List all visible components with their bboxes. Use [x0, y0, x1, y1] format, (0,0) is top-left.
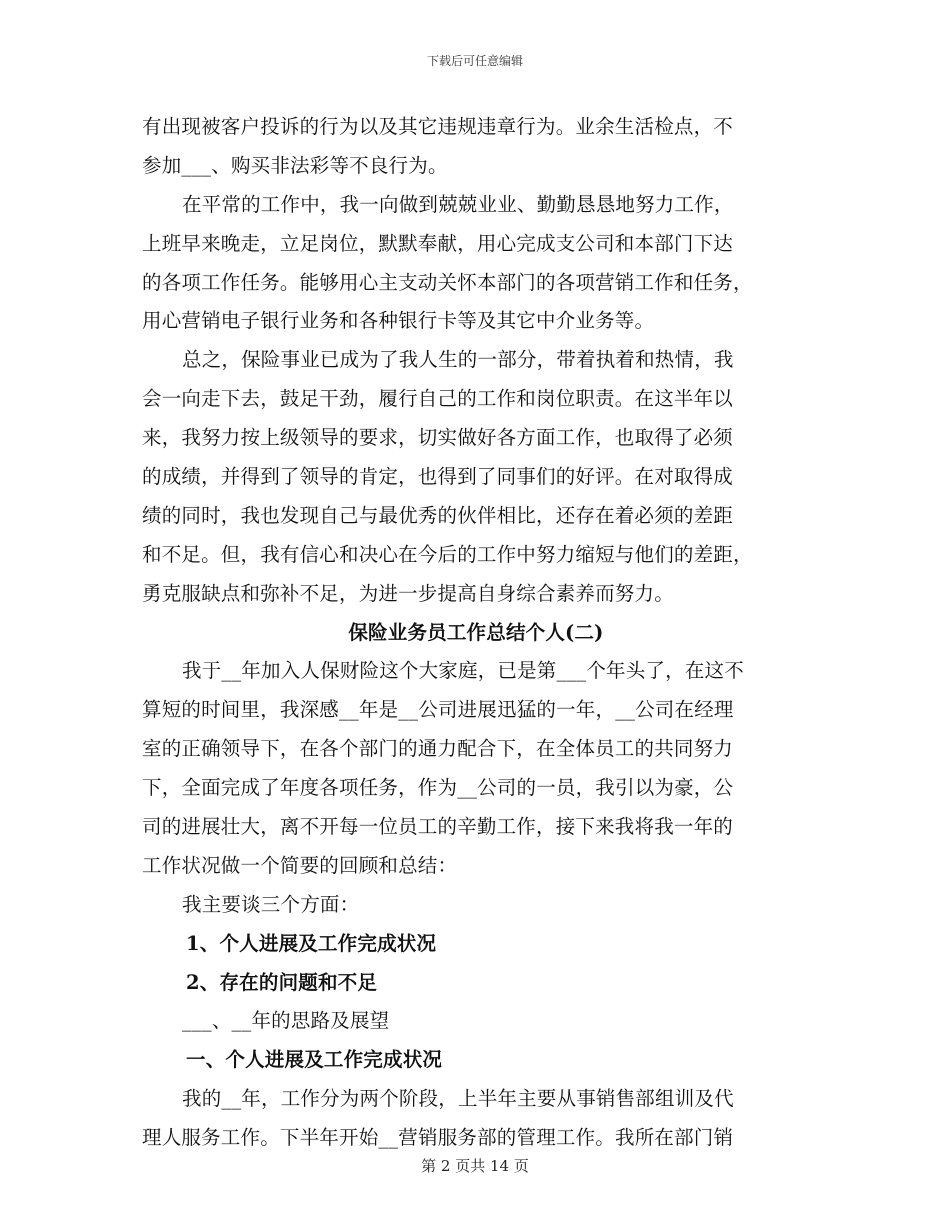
body-line: 参加___、购买非法彩等不良行为。: [142, 153, 448, 177]
body-line: 和不足。但，我有信心和决心在今后的工作中努力缩短与他们的差距，: [142, 542, 753, 566]
body-line: 总之，保险事业已成为了我人生的一部分，带着执着和热情，我: [182, 348, 734, 372]
body-line: 司的进展壮大，离不开每一位员工的辛勤工作，接下来我将我一年的: [142, 815, 734, 839]
body-line: 会一向走下去，鼓足干劲，履行自己的工作和岗位职责。在这半年以: [142, 387, 734, 411]
body-line: 的各项工作任务。能够用心主支动关怀本部门的各项营销工作和任务，: [142, 270, 753, 294]
list-heading: 1、个人进展及工作完成状况: [186, 931, 437, 955]
section-heading: 一、个人进展及工作完成状况: [186, 1048, 443, 1072]
body-line: 上班早来晚走，立足岗位，默默奉献，用心完成支公司和本部门下达: [142, 231, 734, 255]
body-line: 勇克服缺点和弥补不足，为进一步提高自身综合素养而努力。: [142, 581, 674, 605]
document-body: [142, 108, 810, 1158]
body-line: 工作状况做一个简要的回顾和总结：: [142, 853, 458, 877]
body-line: 的成绩，并得到了领导的肯定，也得到了同事们的好评。在对取得成: [142, 465, 734, 489]
page-header: 下载后可任意编辑: [426, 54, 523, 68]
list-heading: 2、存在的问题和不足: [186, 970, 378, 994]
body-line: 来，我努力按上级领导的要求，切实做好各方面工作，也取得了必须: [142, 426, 734, 450]
body-line: 绩的同时，我也发现自己与最优秀的伙伴相比，还存在着必须的差距: [142, 503, 734, 527]
body-line: 我主要谈三个方面：: [182, 892, 360, 916]
body-line: 我于__年加入人保财险这个大家庭，已是第___个年头了，在这不: [182, 659, 744, 683]
body-line: 室的正确领导下，在各个部门的通力配合下，在全体员工的共同努力: [142, 737, 734, 761]
body-line: 算短的时间里，我深感__年是__公司进展迅猛的一年，__公司在经理: [142, 698, 734, 722]
page-footer: 第 2 页共 14 页: [421, 1157, 529, 1175]
body-line: 有出现被客户投诉的行为以及其它违规违章行为。业余生活检点，不: [142, 115, 734, 138]
body-line: 用心营销电子银行业务和各种银行卡等及其它中介业务等。: [142, 309, 655, 333]
body-line: 理人服务工作。下半年开始__营销服务部的管理工作。我所在部门销: [142, 1126, 734, 1150]
body-line: ___、__年的思路及展望: [182, 1009, 390, 1033]
body-line: 我的__年，工作分为两个阶段，上半年主要从事销售部组训及代: [182, 1087, 734, 1111]
section-title: 保险业务员工作总结个人(二): [348, 620, 604, 644]
body-line: 在平常的工作中，我一向做到兢兢业业、勤勤恳恳地努力工作，: [182, 192, 734, 216]
body-line: 下，全面完成了年度各项任务，作为__公司的一员，我引以为豪，公: [142, 776, 734, 800]
